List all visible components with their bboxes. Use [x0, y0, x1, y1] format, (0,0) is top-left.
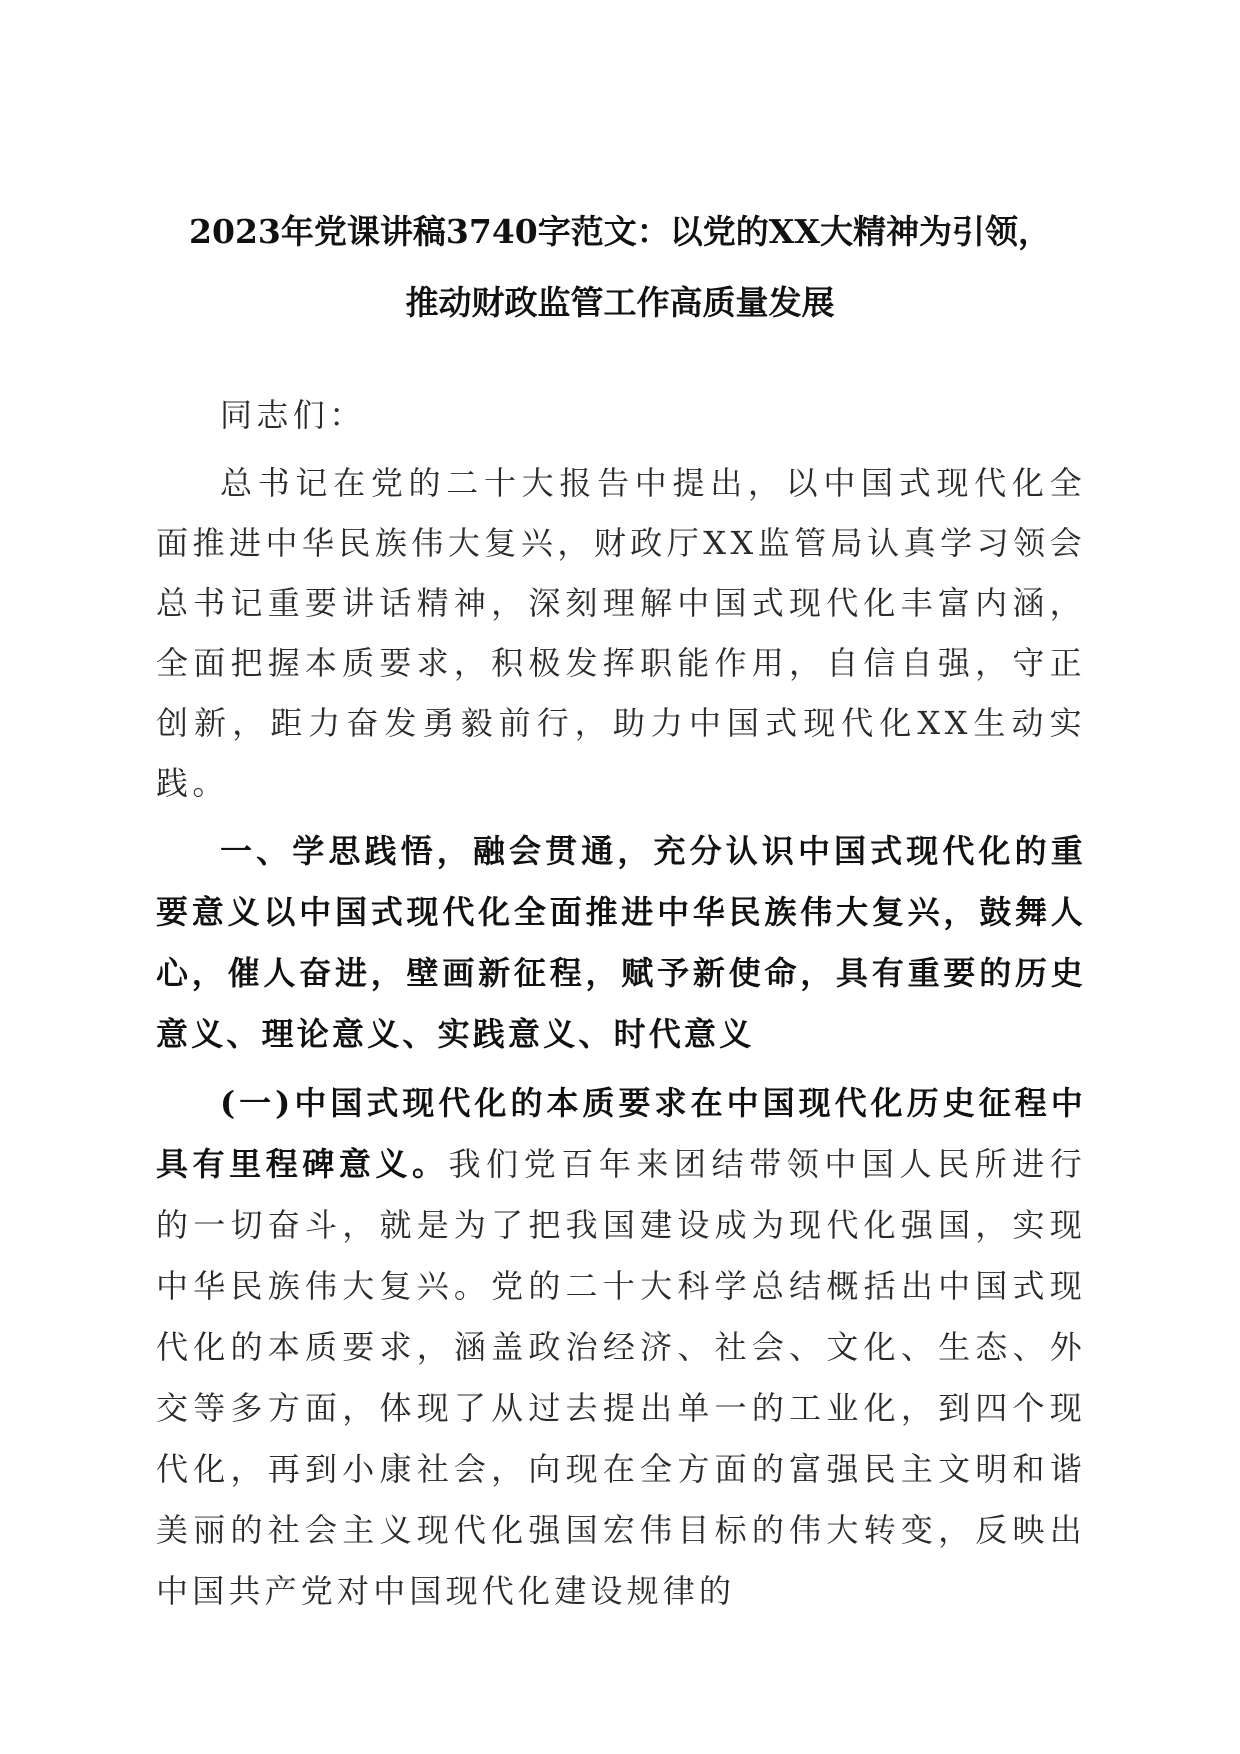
- paragraph-intro: 总书记在党的二十大报告中提出，以中国式现代化全面推进中华民族伟大复兴，财政厅XX监管局认真学习领会总书记重要讲话精神，深刻理解中国式现代化丰富内涵，全面把握本质要求，积极发挥职能作用，自信自强，守正创新，距力奋发勇毅前行，助力中国式现代化XX生动实践。: [156, 464, 1086, 802]
- paragraph-section-1-1: [156, 1073, 1086, 1622]
- section-heading-1: 一、学思践悟，融会贯通，充分认识中国式现代化的重要意义以中国式现代化全面推进中华民族伟大复兴，鼓舞人心，催人奋进，壁画新征程，赋予新使命，具有重要的历史意义、理论意义、实践意义、时代意义: [156, 832, 1086, 1053]
- document-title: [150, 196, 1090, 338]
- document-body: [156, 385, 1086, 1622]
- title-line-2: 推动财政监管工作高质量发展: [405, 283, 835, 322]
- greeting: 同志们：: [220, 396, 366, 434]
- subsection-lead: (一)中国式现代化的本质要求在中国现代化历史征程中具有里程碑意义。: [156, 1084, 1086, 1183]
- title-line-1: 2023年党课讲稿3740字范文：以党的XX大精神为引领，: [189, 212, 1051, 251]
- subsection-text: 我们党百年来团结带领中国人民所进行的一切奋斗，就是为了把我国建设成为现代化强国，实现中华民族伟大复兴。党的二十大科学总结概括出中国式现代化的本质要求，涵盖政治经济、社会、文化、生态、外交等多方面，体现了从过去提出单一的工业化，到四个现代化，再到小康社会，向现在全方面的富强民主文明和谐美丽的社会主义现代化强国宏伟目标的伟大转变，反映出中国共产党对中国现代化建设规律的: [156, 1145, 1086, 1610]
